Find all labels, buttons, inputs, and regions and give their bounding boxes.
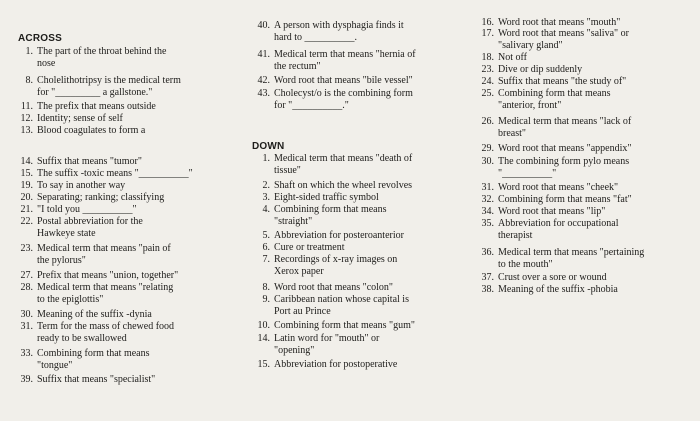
clue-item (250, 254, 397, 277)
clue-item (14, 282, 173, 305)
clue-number: 25. (481, 88, 494, 99)
clue-text: Not off (498, 52, 527, 63)
clue-item (250, 153, 412, 176)
clue-number: 20. (20, 192, 33, 203)
clue-item (476, 17, 620, 29)
clue-text: "I told you __________" (37, 204, 137, 215)
clue-item (476, 88, 611, 111)
clue-item (476, 143, 631, 155)
clue-number: 31. (481, 182, 494, 193)
clue-item (476, 156, 629, 179)
down-heading: DOWN (252, 141, 285, 152)
clue-number: 39. (20, 374, 33, 385)
clue-number: 43. (257, 88, 270, 99)
clue-text: Suffix that means "the study of" (498, 76, 627, 87)
clue-item (14, 348, 150, 371)
clue-text: Combining form that means "gum" (274, 320, 415, 331)
clue-text: Medical term that means "lack of breast" (498, 116, 632, 139)
clue-text: Combining form that means "anterior, front" (498, 88, 611, 111)
clue-number: 10. (257, 320, 270, 331)
clue-number: 6. (262, 242, 270, 253)
clue-number: 41. (257, 49, 270, 60)
clue-item (476, 206, 605, 218)
clue-text: A person with dysphagia finds it hard to __________. (274, 20, 404, 43)
clue-text: Crust over a sore or wound (498, 272, 607, 283)
clue-text: Combining form that means "fat" (498, 194, 632, 205)
clue-number: 22. (20, 216, 33, 227)
clue-text: Suffix that means "specialist" (37, 374, 156, 385)
clue-item (250, 204, 387, 227)
clue-text: Meaning of the suffix -phobia (498, 284, 618, 295)
clue-item (14, 156, 142, 168)
clue-text: The combining form pylo means "__________" (498, 156, 630, 179)
clue-text: Abbreviation for occupational therapist (498, 218, 619, 241)
clue-item (476, 64, 582, 76)
clue-number: 36. (481, 247, 494, 258)
clue-item (14, 216, 143, 239)
clue-item (14, 125, 145, 137)
clue-number: 15. (20, 168, 33, 179)
clue-text: Word root that means "saliva" or "salivary gland" (498, 28, 629, 51)
clue-item (14, 270, 178, 282)
clue-item (14, 309, 152, 321)
clue-number: 31. (20, 321, 33, 332)
clue-number: 12. (20, 113, 33, 124)
clue-number: 35. (481, 218, 494, 229)
clue-item (14, 180, 125, 192)
clue-number: 37. (481, 272, 494, 283)
clue-text: Medical term that means "hernia of the rectum" (274, 49, 416, 72)
clue-item (250, 88, 413, 111)
clue-text: Prefix that means "union, together" (37, 270, 179, 281)
clue-number: 1. (25, 46, 33, 57)
clue-number: 3. (262, 192, 270, 203)
clue-text: Abbreviation for posteroanterior (274, 230, 404, 241)
clue-number: 18. (481, 52, 494, 63)
clue-text: Medical term that means "pain of the pylorus" (37, 243, 171, 266)
clue-item (476, 116, 631, 139)
clue-item (476, 52, 527, 64)
clue-item (250, 180, 412, 192)
clue-text: The suffix -toxic means "__________" (37, 168, 193, 179)
clue-text: Recordings of x-ray images on Xerox paper (274, 254, 398, 277)
clue-item (476, 182, 618, 194)
clue-number: 14. (20, 156, 33, 167)
clue-number: 7. (262, 254, 270, 265)
clue-number: 23. (481, 64, 494, 75)
clue-text: Combining form that means "straight" (274, 204, 387, 227)
clue-number: 30. (481, 156, 494, 167)
clue-number: 13. (20, 125, 33, 136)
clue-number: 8. (262, 282, 270, 293)
clue-number: 15. (257, 359, 270, 370)
clue-text: Meaning of the suffix -dynia (37, 309, 152, 320)
clue-number: 40. (257, 20, 270, 31)
clue-item (250, 242, 345, 254)
clue-text: The part of the throat behind the nose (37, 46, 167, 69)
clue-number: 42. (257, 75, 270, 86)
clue-number: 8. (25, 75, 33, 86)
clue-item (14, 75, 181, 98)
clue-text: Medical term that means "pertaining to the mouth" (498, 247, 645, 270)
clue-text: To say in another way (37, 180, 126, 191)
clue-text: Eight-sided traffic symbol (274, 192, 379, 203)
clue-item (250, 294, 409, 317)
clue-text: Separating; ranking; classifying (37, 192, 165, 203)
clue-item (250, 230, 404, 242)
clue-number: 33. (20, 348, 33, 359)
clue-text: Word root that means "appendix" (498, 143, 632, 154)
clue-item (476, 284, 618, 296)
clue-text: Medical term that means "relating to the epiglottis" (37, 282, 174, 305)
clue-text: The prefix that means outside (37, 101, 156, 112)
clue-item (250, 192, 379, 204)
clue-number: 23. (20, 243, 33, 254)
clue-text: Cholelithotripsy is the medical term for "_________ a gallstone." (37, 75, 181, 98)
clue-number: 17. (481, 28, 494, 39)
clue-item (250, 359, 397, 371)
clue-item (476, 76, 626, 88)
clue-item (476, 194, 632, 206)
clue-text: Caribbean nation whose capital is Port au Prince (274, 294, 409, 317)
clue-text: Combining form that means "tongue" (37, 348, 150, 371)
clue-number: 26. (481, 116, 494, 127)
clue-item (250, 75, 413, 87)
clue-number: 2. (262, 180, 270, 191)
clue-text: Abbreviation for postoperative (274, 359, 398, 370)
clue-text: Term for the mass of chewed food ready to be swallowed (37, 321, 175, 344)
clue-text: Word root that means "mouth" (498, 17, 621, 28)
clue-number: 32. (481, 194, 494, 205)
clue-item (250, 49, 416, 72)
clue-text: Blood coagulates to form a (37, 125, 146, 136)
clue-number: 16. (481, 17, 494, 28)
clue-text: Identity; sense of self (37, 113, 123, 124)
clue-number: 19. (20, 180, 33, 191)
clue-number: 4. (262, 204, 270, 215)
clue-item (14, 113, 123, 125)
clue-item (250, 333, 379, 356)
clue-text: Postal abbreviation for the Hawkeye state (37, 216, 143, 239)
clue-text: Latin word for "mouth" or "opening" (274, 333, 380, 356)
clue-number: 11. (20, 101, 33, 112)
clue-item (14, 192, 164, 204)
clue-number: 9. (262, 294, 270, 305)
clue-item (14, 321, 174, 344)
clue-text: Word root that means "colon" (274, 282, 393, 293)
clue-text: Word root that means "lip" (498, 206, 606, 217)
clue-text: Cure or treatment (274, 242, 345, 253)
clue-text: Shaft on which the wheel revolves (274, 180, 413, 191)
clue-item (476, 218, 619, 241)
clue-number: 5. (262, 230, 270, 241)
clue-text: Word root that means "bile vessel" (274, 75, 413, 86)
clue-item (250, 282, 393, 294)
clue-item (14, 168, 193, 180)
clue-text: Medical term that means "death of tissue" (274, 153, 413, 176)
clue-number: 29. (481, 143, 494, 154)
clue-number: 21. (20, 204, 33, 215)
clue-item (14, 243, 171, 266)
clue-item (250, 320, 415, 332)
clue-text: Suffix that means "tumor" (37, 156, 142, 167)
clue-item (14, 46, 166, 69)
clue-text: Dive or dip suddenly (498, 64, 583, 75)
clue-number: 27. (20, 270, 33, 281)
clue-number: 38. (481, 284, 494, 295)
clue-item (476, 272, 607, 284)
clue-number: 28. (20, 282, 33, 293)
across-heading: ACROSS (18, 33, 62, 44)
clue-number: 34. (481, 206, 494, 217)
clue-number: 14. (257, 333, 270, 344)
clue-item (476, 247, 644, 270)
clue-number: 24. (481, 76, 494, 87)
clue-number: 30. (20, 309, 33, 320)
clue-item (14, 204, 137, 216)
clue-item (14, 101, 156, 113)
clue-text: Cholecyst/o is the combining form for "__________." (274, 88, 413, 111)
clue-item (476, 28, 629, 51)
clue-item (250, 20, 404, 43)
clue-text: Word root that means "cheek" (498, 182, 619, 193)
clue-number: 1. (262, 153, 270, 164)
clue-item (14, 374, 155, 386)
